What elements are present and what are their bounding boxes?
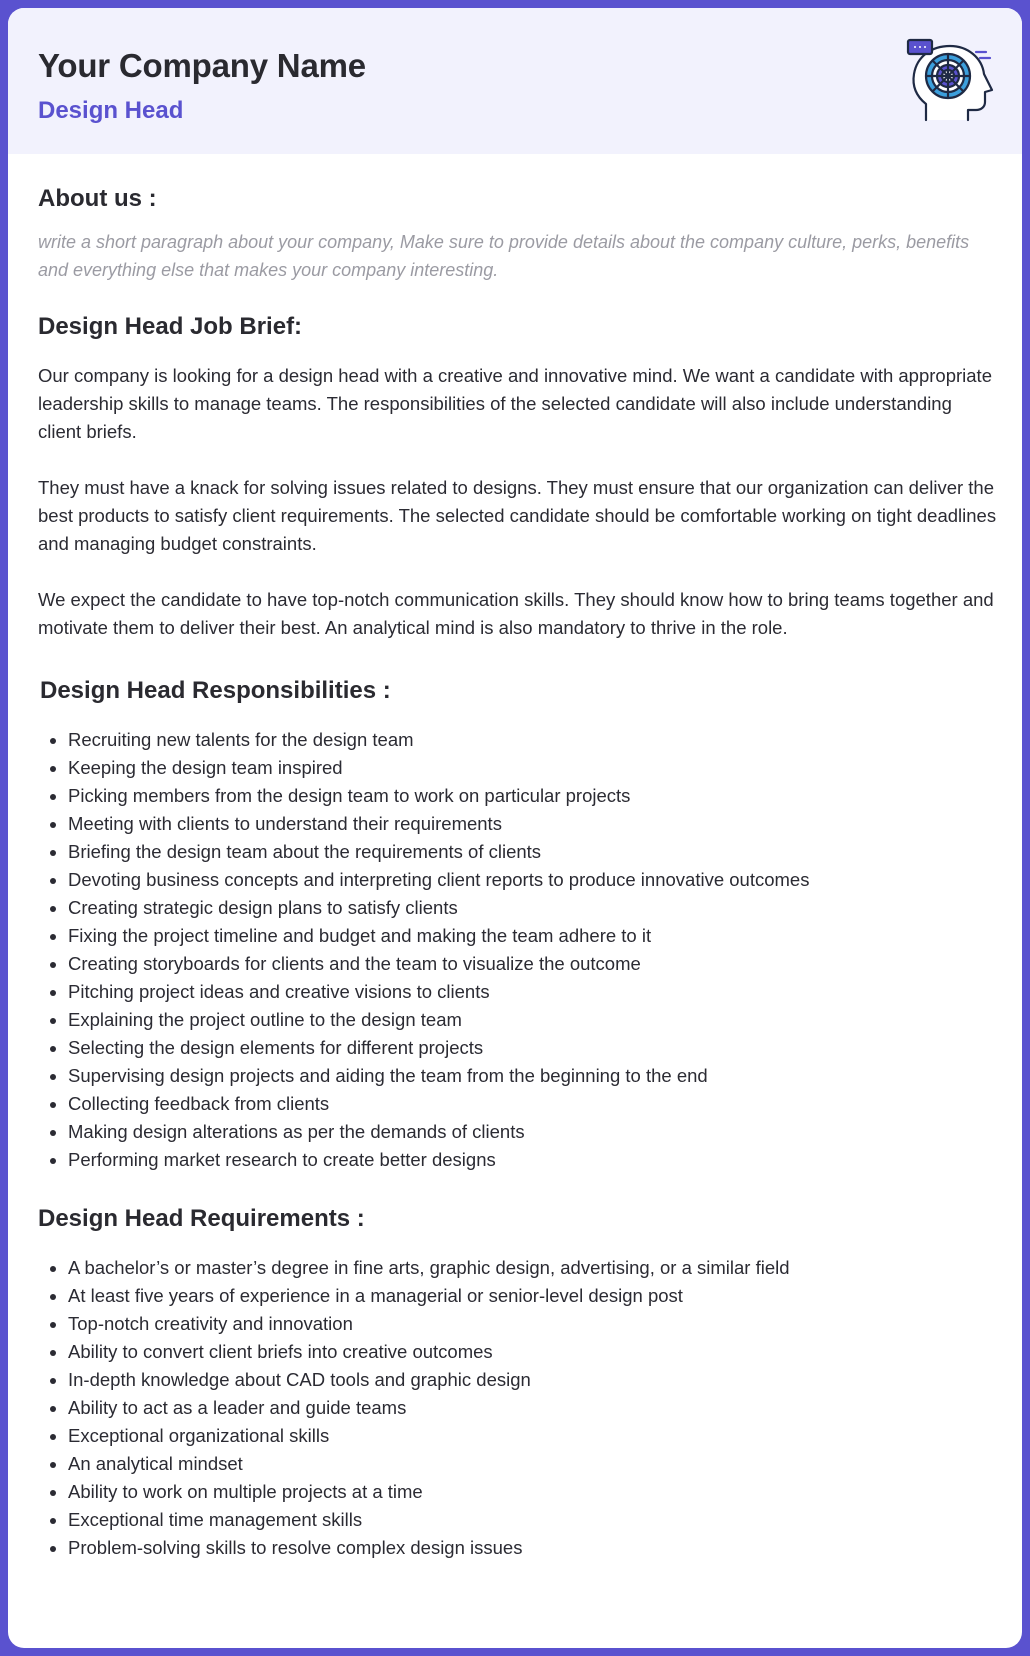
job-brief-paragraph: We expect the candidate to have top-notch communication skills. They should know how to bring teams together and motivate them to deliver their best. An analytical mind is also mandatory to thrive in the role.	[38, 589, 994, 638]
job-brief-title: Design Head Job Brief:	[38, 313, 303, 340]
list-item: Creating storyboards for clients and the team to visualize the outcome	[38, 950, 992, 978]
list-item: Making design alterations as per the demands of clients	[38, 1118, 992, 1146]
list-item: Supervising design projects and aiding the team from the beginning to the end	[38, 1062, 992, 1090]
list-item: Performing market research to create better designs	[38, 1146, 992, 1174]
list-item: Ability to act as a leader and guide teams	[38, 1394, 992, 1422]
about-title: About us :	[38, 185, 157, 212]
about-text: write a short paragraph about your company, Make sure to provide details about the company culture, perks, benefits and everything else that makes your company interesting.	[38, 232, 970, 280]
requirements-title: Design Head Requirements :	[38, 1205, 365, 1232]
requirements-list	[38, 1254, 992, 1562]
head-target-icon	[906, 38, 994, 128]
list-item: Exceptional organizational skills	[38, 1422, 992, 1450]
header	[8, 8, 1022, 154]
content	[8, 184, 1022, 1562]
list-item: Picking members from the design team to work on particular projects	[38, 782, 992, 810]
list-item: Problem-solving skills to resolve complex design issues	[38, 1534, 992, 1562]
list-item: Creating strategic design plans to satisfy clients	[38, 894, 992, 922]
list-item: Keeping the design team inspired	[38, 754, 992, 782]
list-item: Fixing the project timeline and budget and making the team adhere to it	[38, 922, 992, 950]
responsibilities-list	[38, 726, 992, 1174]
list-item: Explaining the project outline to the design team	[38, 1006, 992, 1034]
company-name: Your Company Name	[38, 47, 366, 84]
list-item: Meeting with clients to understand their requirements	[38, 810, 992, 838]
job-title: Design Head	[38, 97, 184, 124]
job-description-card	[8, 8, 1022, 1648]
list-item: An analytical mindset	[38, 1450, 992, 1478]
list-item: A bachelor’s or master’s degree in fine arts, graphic design, advertising, or a similar field	[38, 1254, 992, 1282]
list-item: Devoting business concepts and interpreting client reports to produce innovative outcomes	[38, 866, 992, 894]
list-item: In-depth knowledge about CAD tools and graphic design	[38, 1366, 992, 1394]
list-item: Pitching project ideas and creative visions to clients	[38, 978, 992, 1006]
responsibilities-title: Design Head Responsibilities :	[40, 677, 391, 704]
list-item: Ability to work on multiple projects at a time	[38, 1478, 992, 1506]
list-item: Top-notch creativity and innovation	[38, 1310, 992, 1338]
list-item: Selecting the design elements for different projects	[38, 1034, 992, 1062]
list-item: Ability to convert client briefs into creative outcomes	[38, 1338, 992, 1366]
list-item: Collecting feedback from clients	[38, 1090, 992, 1118]
list-item: At least five years of experience in a managerial or senior-level design post	[38, 1282, 992, 1310]
job-brief-paragraph: They must have a knack for solving issues related to designs. They must ensure that our organization can deliver the best products to satisfy client requirements. The selected candidate should be comfortable working on tight deadlines and managing budget constraints.	[38, 477, 997, 554]
job-brief-paragraph: Our company is looking for a design head with a creative and innovative mind. We want a candidate with appropriate leadership skills to manage teams. The responsibilities of the selected candidate will also include understanding client briefs.	[38, 365, 992, 442]
list-item: Exceptional time management skills	[38, 1506, 992, 1534]
list-item: Recruiting new talents for the design team	[38, 726, 992, 754]
list-item: Briefing the design team about the requirements of clients	[38, 838, 992, 866]
